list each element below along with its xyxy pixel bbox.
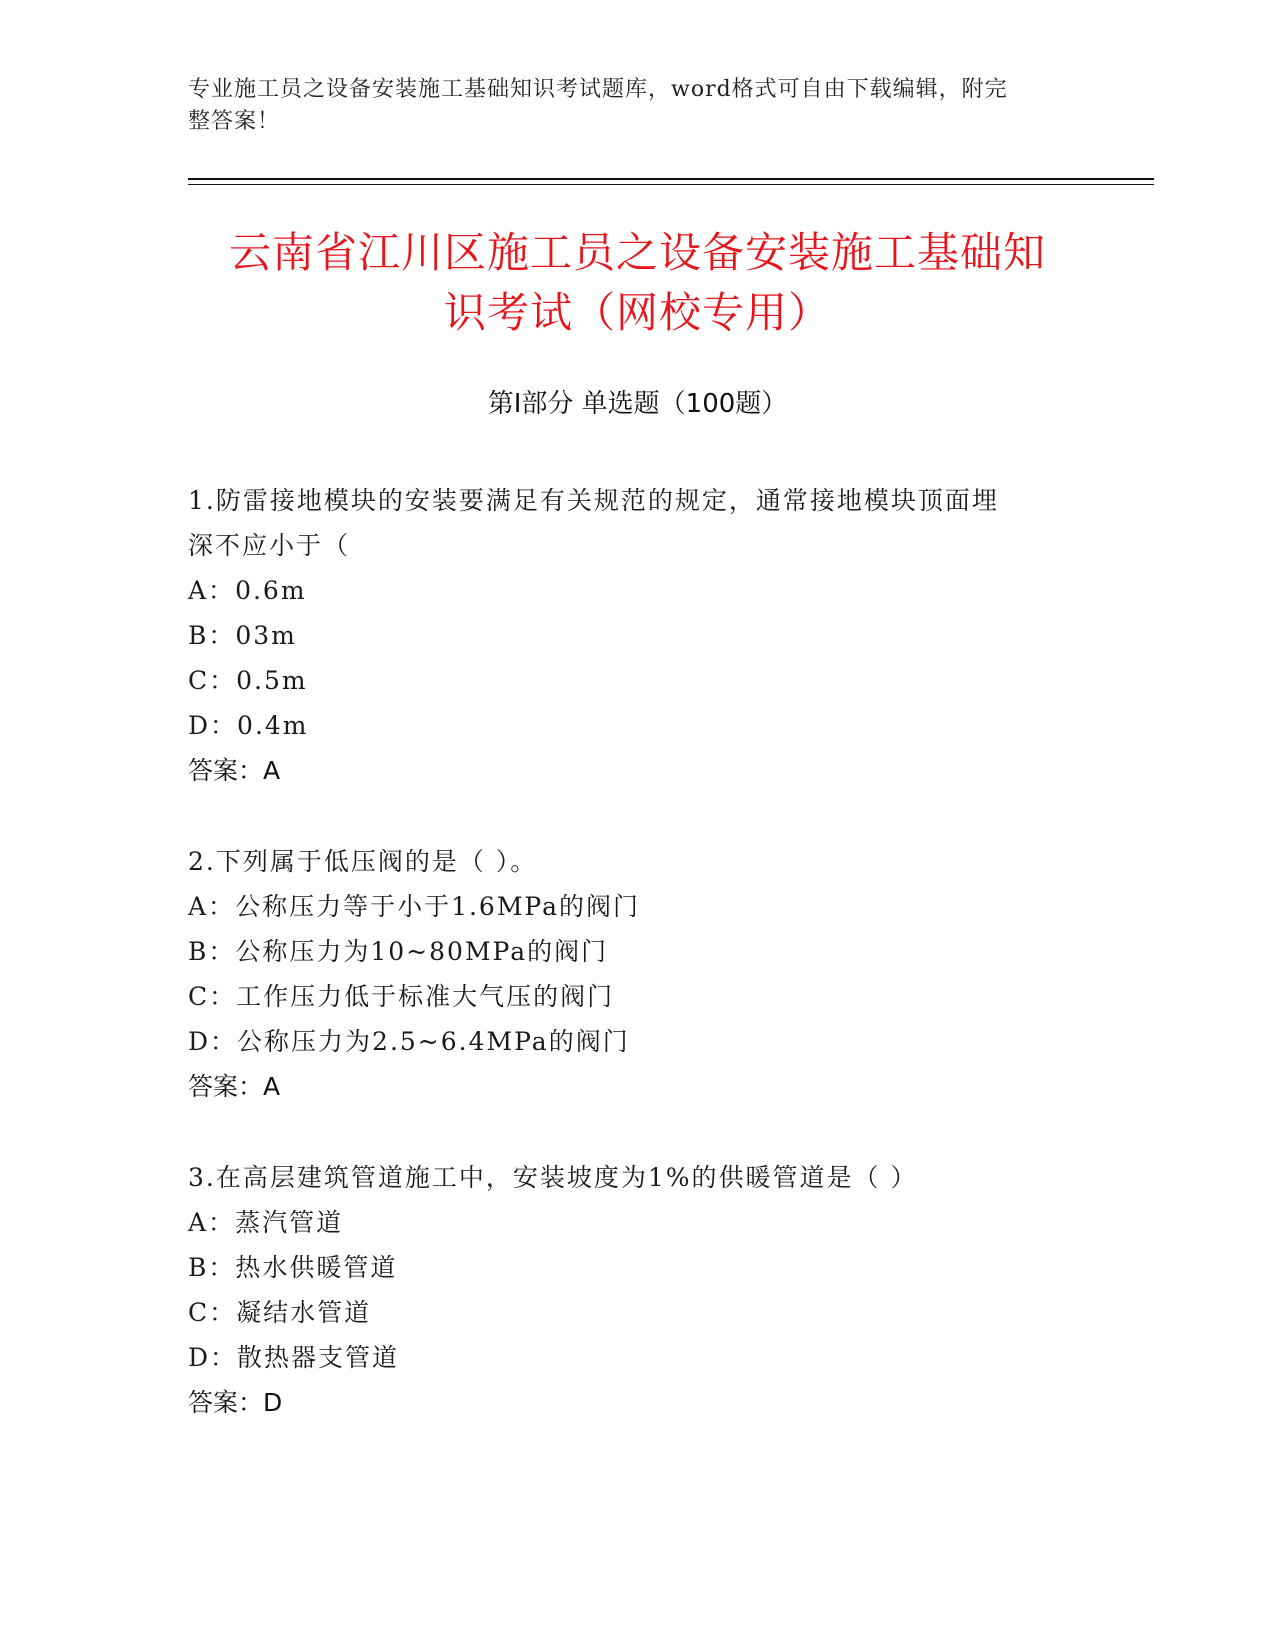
option-b	[188, 613, 1068, 658]
answer: 答案：D	[188, 1388, 283, 1417]
option-c	[188, 974, 1068, 1019]
option-b	[188, 929, 1068, 974]
document-title-line-2: 识考试（网校专用）	[443, 288, 831, 337]
answer: 答案：A	[188, 1072, 281, 1101]
option-b	[188, 1245, 1068, 1290]
option-text: 公称压力等于小于1.6MPa的阀门	[235, 892, 641, 921]
option-text: 蒸汽管道	[235, 1208, 344, 1237]
option-text: 公称压力为2.5~6.4MPa的阀门	[237, 1027, 630, 1056]
question-1	[188, 478, 1068, 793]
question-2	[188, 839, 1068, 1109]
question-stem	[188, 1155, 1068, 1200]
answer: 答案：A	[188, 756, 281, 785]
document-title	[170, 223, 1105, 343]
option-letter: D：	[188, 1343, 238, 1372]
option-letter: C：	[188, 666, 237, 695]
option-text: 凝结水管道	[236, 1298, 372, 1327]
question-stem-line-1: 2.下列属于低压阀的是（ ）。	[188, 847, 538, 876]
option-letter: A：	[188, 1208, 236, 1237]
question-stem-line-1: 1.防雷接地模块的安装要满足有关规范的规定，通常接地模块顶面埋	[188, 486, 999, 515]
option-d	[188, 1335, 1068, 1380]
question-3	[188, 1155, 1068, 1425]
option-d	[188, 703, 1068, 748]
question-stem-line-2: 深不应小于（	[188, 531, 351, 560]
option-letter: A：	[188, 892, 236, 921]
option-letter: C：	[188, 1298, 237, 1327]
question-stem	[188, 839, 1068, 884]
option-text: 散热器支管道	[237, 1343, 400, 1372]
option-letter: D：	[188, 711, 238, 740]
header-note-line-1: 专业施工员之设备安装施工基础知识考试题库，word格式可自由下载编辑，附完	[188, 77, 1008, 102]
question-stem-line-1: 3.在高层建筑管道施工中，安装坡度为1%的供暖管道是（ ）	[188, 1163, 918, 1192]
option-text: 0.5m	[236, 666, 308, 695]
option-text: 03m	[235, 621, 297, 650]
header-divider-thin	[188, 184, 1154, 185]
option-letter: C：	[188, 982, 237, 1011]
question-list	[188, 478, 1068, 1471]
option-a	[188, 1200, 1068, 1245]
option-a	[188, 568, 1068, 613]
option-text: 公称压力为10~80MPa的阀门	[235, 937, 609, 966]
header-note-line-2: 整答案！	[188, 109, 281, 134]
option-c	[188, 658, 1068, 703]
option-text: 0.6m	[235, 576, 307, 605]
option-letter: B：	[188, 621, 236, 650]
header-note	[188, 74, 1068, 138]
option-letter: D：	[188, 1027, 238, 1056]
question-stem	[188, 478, 1068, 568]
option-a	[188, 884, 1068, 929]
header-divider-thick	[188, 178, 1154, 180]
option-c	[188, 1290, 1068, 1335]
option-text: 工作压力低于标准大气压的阀门	[236, 982, 615, 1011]
option-letter: B：	[188, 1253, 236, 1282]
option-text: 0.4m	[237, 711, 309, 740]
option-letter: A：	[188, 576, 236, 605]
section-title: 第Ⅰ部分 单选题（100题）	[487, 389, 788, 419]
option-d	[188, 1019, 1068, 1064]
option-letter: B：	[188, 937, 236, 966]
document-title-line-1: 云南省江川区施工员之设备安装施工基础知	[228, 228, 1046, 277]
option-text: 热水供暖管道	[235, 1253, 398, 1282]
